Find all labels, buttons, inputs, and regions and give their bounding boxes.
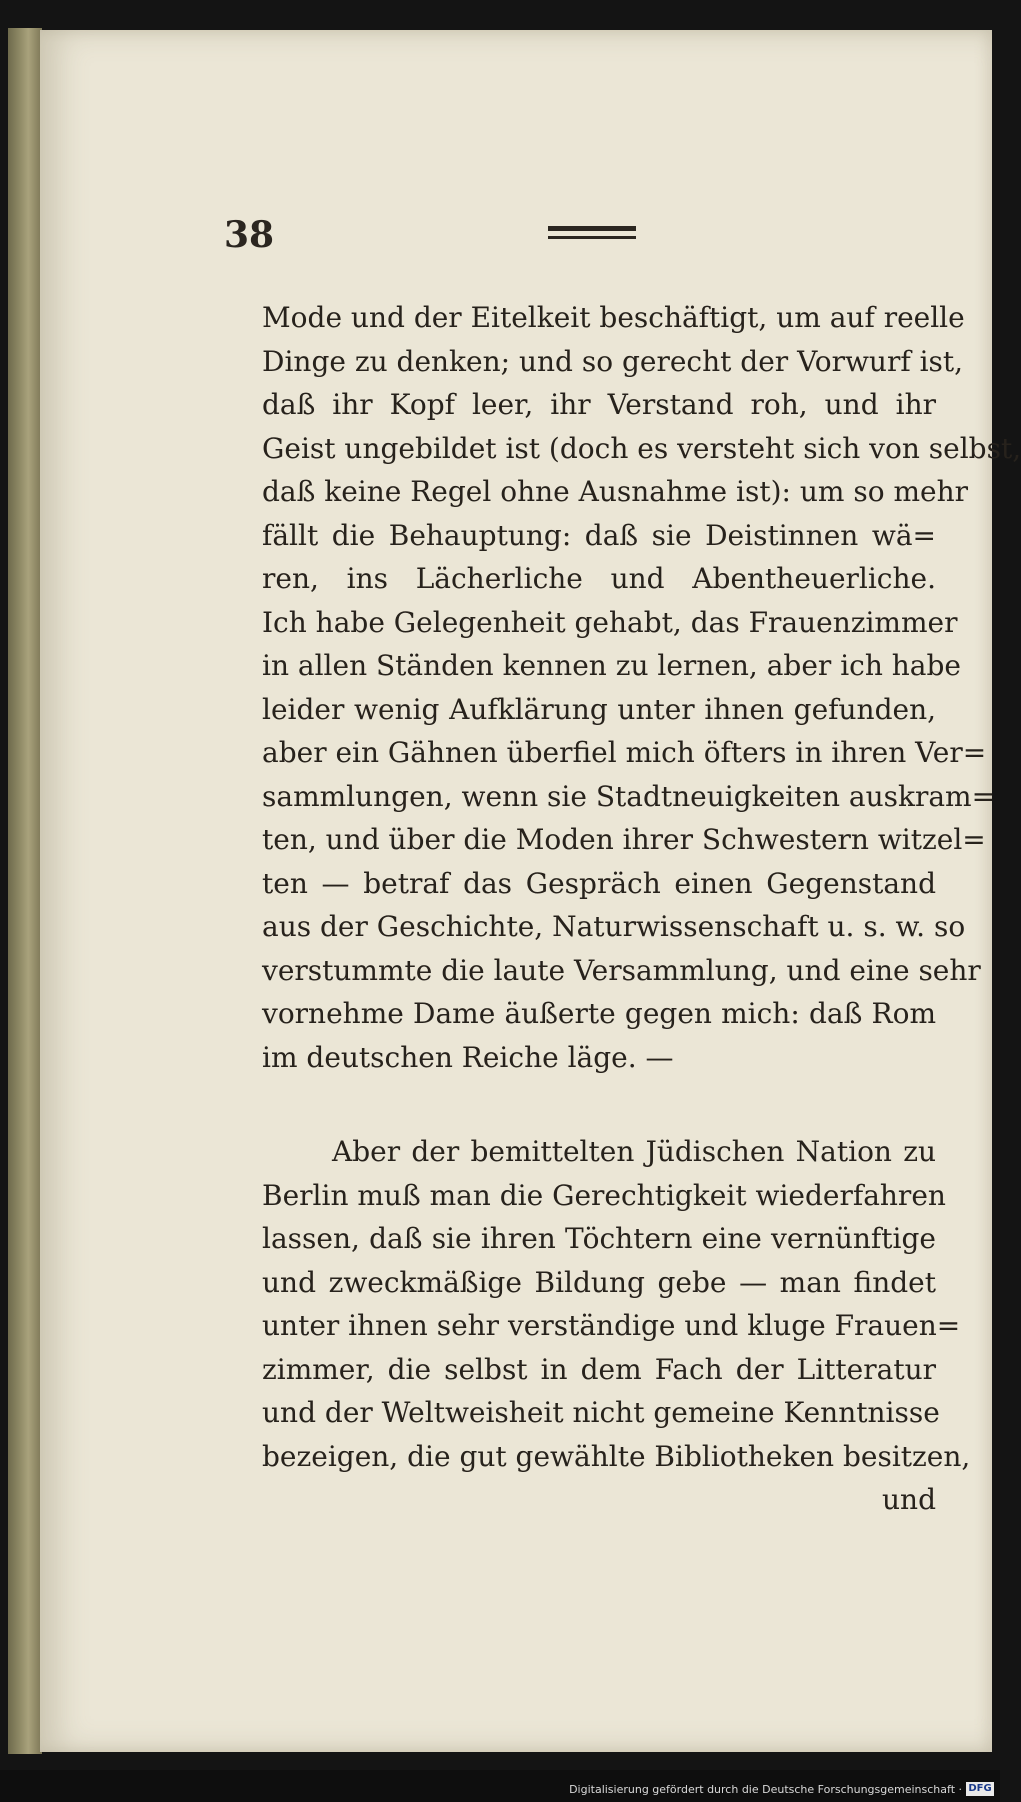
catchword: und — [882, 1483, 936, 1516]
text-line: und der Weltweisheit nicht gemeine Kenntnisse — [262, 1396, 940, 1429]
text-line: vornehme Dame äußerte gegen mich: daß Rom — [262, 997, 936, 1030]
text-line: aber ein Gähnen überfiel mich öfters in ihren Ver= — [262, 736, 987, 769]
text-line: zimmer, die selbst in dem Fach der Litteratur — [262, 1352, 936, 1386]
text-line: Berlin muß man die Gerechtigkeit wiederfahren — [262, 1178, 946, 1212]
text-line: und zweckmäßige Bildung gebe — man findet — [262, 1265, 936, 1299]
text-line: Mode und der Eitelkeit beschäftigt, um auf reelle — [262, 301, 965, 334]
text-line: Geist ungebildet ist (doch es versteht sich von selbst, — [262, 431, 1021, 465]
text-line: sammlungen, wenn sie Stadtneuigkeiten auskram= — [262, 779, 996, 813]
text-line: bezeigen, die gut gewählte Bibliotheken besitzen, — [262, 1439, 971, 1473]
text-line: leider wenig Aufklärung unter ihnen gefunden, — [262, 692, 936, 726]
text-line: unter ihnen sehr verständige und kluge Frauen= — [262, 1309, 961, 1342]
text-line: fällt die Behauptung: daß sie Deistinnen wä= — [262, 518, 936, 552]
book-spine-edge — [8, 28, 42, 1754]
page-number: 38 — [224, 214, 275, 256]
paragraph-2 — [262, 1130, 971, 1522]
dfg-logo: DFG — [966, 1782, 994, 1796]
funding-credit: Digitalisierung gefördert durch die Deutsche Forschungsgemeinschaft · — [569, 1783, 962, 1796]
text-line: daß ihr Kopf leer, ihr Verstand roh, und ihr — [262, 388, 936, 421]
text-line: verstummte die laute Versammlung, und eine sehr — [262, 953, 981, 987]
text-line: lassen, daß sie ihren Töchtern eine vernünftige — [262, 1222, 936, 1255]
text-line: ren, ins Lächerliche und Abentheuerliche. — [262, 562, 936, 595]
text-line: Aber der bemittelten Jüdischen Nation zu — [332, 1135, 936, 1168]
text-line: Ich habe Gelegenheit gehabt, das Frauenzimmer — [262, 605, 958, 639]
text-line: in allen Ständen kennen zu lernen, aber ich habe — [262, 649, 961, 682]
text-line: ten — betraf das Gespräch einen Gegenstand — [262, 866, 936, 900]
text-line: im deutschen Reiche läge. — — [262, 1040, 674, 1074]
paragraph-1 — [262, 296, 1021, 1079]
text-line: aus der Geschichte, Naturwissenschaft u. s. w. so — [262, 910, 966, 943]
text-line: daß keine Regel ohne Ausnahme ist): um so mehr — [262, 475, 969, 508]
header-rule-ornament — [548, 226, 636, 248]
text-line: ten, und über die Moden ihrer Schwestern witzel= — [262, 823, 986, 856]
text-line: Dinge zu denken; und so gerecht der Vorwurf ist, — [262, 344, 964, 378]
